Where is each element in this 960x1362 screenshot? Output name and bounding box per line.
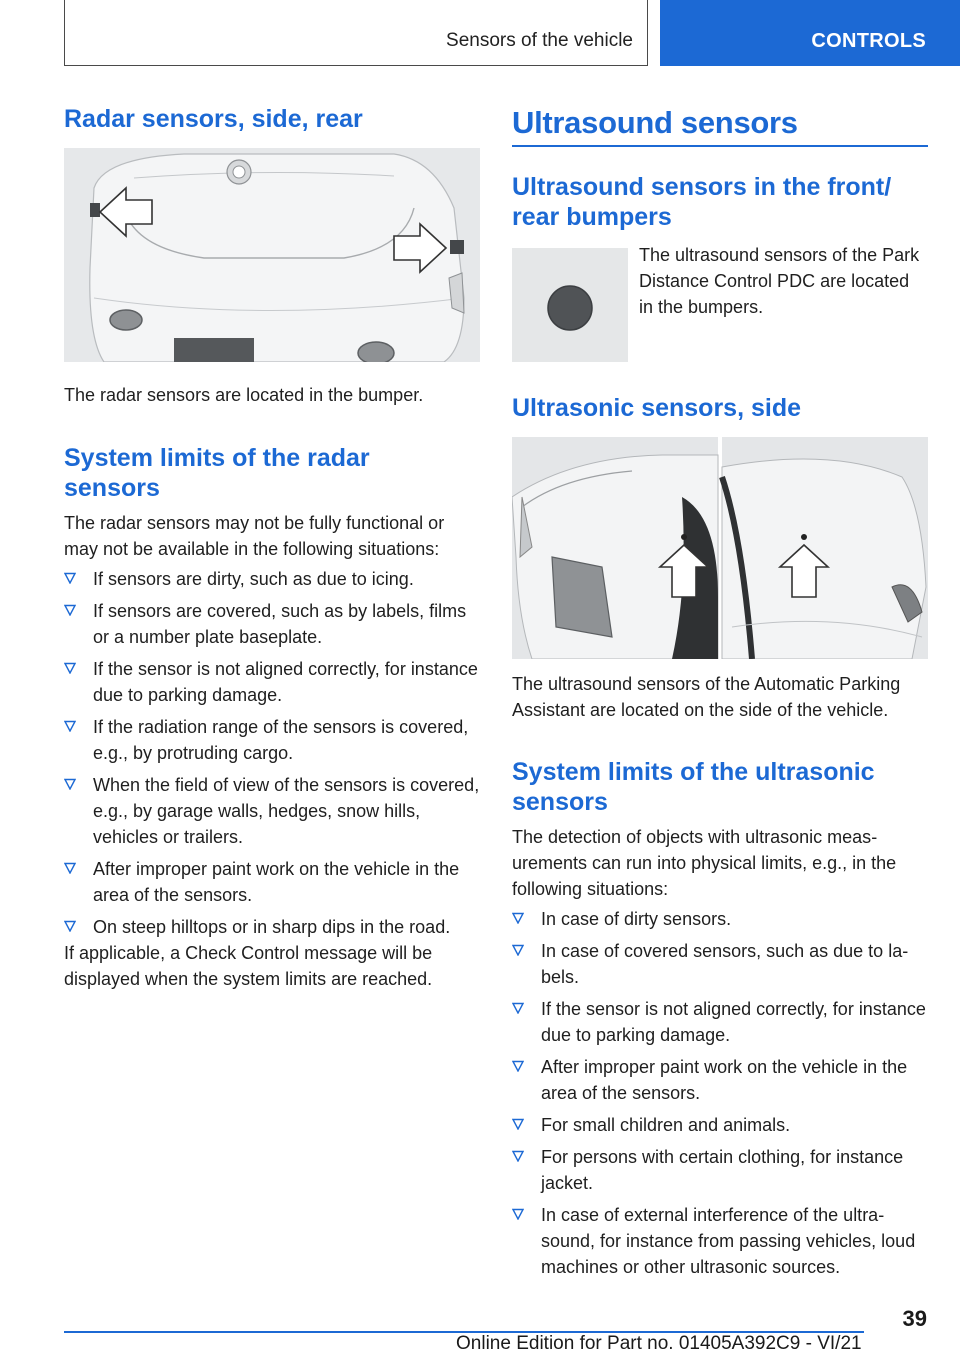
triangle-bullet-icon xyxy=(64,862,76,874)
triangle-bullet-icon xyxy=(64,920,76,932)
triangle-bullet-icon xyxy=(512,1150,524,1162)
radar-caption: The radar sensors are located in the bumper. xyxy=(64,385,424,405)
triangle-bullet-icon xyxy=(512,1208,524,1220)
ultrasound-sensors-title: Ultrasound sensors xyxy=(512,105,798,140)
ultrasonic-limits-list xyxy=(512,906,928,1286)
triangle-bullet-icon xyxy=(512,944,524,956)
list-item: If the radiation range of the sensors is covered, e.g., by protruding cargo. xyxy=(64,714,480,766)
list-item: After improper paint work on the vehicle in the area of the sensors. xyxy=(512,1054,928,1106)
triangle-bullet-icon xyxy=(64,720,76,732)
radar-limits-heading: System limits of the radar sensors xyxy=(64,444,370,502)
triangle-bullet-icon xyxy=(64,604,76,616)
radar-sensors-heading: Radar sensors, side, rear xyxy=(64,105,363,133)
side-sensors-illustration xyxy=(512,437,928,659)
list-item: For small children and animals. xyxy=(512,1112,928,1138)
rear-bumper-illustration xyxy=(64,148,480,362)
bumper-sensors-heading: Ultrasound sensors in the front/ rear bumpers xyxy=(512,173,892,231)
list-item: In case of covered sensors, such as due to labels. xyxy=(512,938,928,990)
pdc-sensor-illustration xyxy=(512,248,628,362)
header-section-box xyxy=(64,0,648,66)
triangle-bullet-icon xyxy=(512,912,524,924)
list-item: If sensors are dirty, such as due to icing. xyxy=(64,566,480,592)
list-item: In case of external interference of the ultrasound, for instance from passing vehicles, loud machines or other ultrasonic sources. xyxy=(512,1202,928,1280)
header-section-title: Sensors of the vehicle xyxy=(446,30,633,51)
radar-limits-intro: The radar sensors may not be fully functional or may not be available in the following situations: xyxy=(64,513,445,559)
radar-limits-outro: If applicable, a Check Control message will be displayed when the system limits are reached. xyxy=(64,943,433,989)
list-item: After improper paint work on the vehicle in the area of the sensors. xyxy=(64,856,480,908)
triangle-bullet-icon xyxy=(512,1118,524,1130)
list-item: On steep hilltops or in sharp dips in the road. xyxy=(64,914,480,940)
list-item: If the sensor is not aligned correctly, for instance due to parking damage. xyxy=(64,656,480,708)
side-sensors-heading: Ultrasonic sensors, side xyxy=(512,394,802,422)
page-number: 39 xyxy=(902,1306,927,1331)
triangle-bullet-icon xyxy=(512,1060,524,1072)
triangle-bullet-icon xyxy=(64,778,76,790)
list-item: If sensors are covered, such as by labels, films or a number plate baseplate. xyxy=(64,598,480,650)
list-item: When the field of view of the sensors is covered, e.g., by garage walls, hedges, snow hills, vehicles or trailers. xyxy=(64,772,480,850)
chapter-tab[interactable] xyxy=(660,0,960,66)
radar-limits-list xyxy=(64,566,480,946)
list-item: For persons with certain clothing, for instance jacket. xyxy=(512,1144,928,1196)
title-rule xyxy=(512,145,928,147)
footer-edition: Online Edition for Part no. 01405A392C9 - VI/21 xyxy=(456,1333,862,1354)
triangle-bullet-icon xyxy=(64,572,76,584)
side-sensors-caption: The ultrasound sensors of the Automatic Parking Assistant are located on the side of the vehicle. xyxy=(512,674,901,720)
list-item: If the sensor is not aligned correctly, for instance due to parking damage. xyxy=(512,996,928,1048)
triangle-bullet-icon xyxy=(512,1002,524,1014)
list-item: In case of dirty sensors. xyxy=(512,906,928,932)
chapter-tab-label: CONTROLS xyxy=(811,30,926,52)
ultrasonic-limits-heading: System limits of the ultrasonic sensors xyxy=(512,758,875,816)
triangle-bullet-icon xyxy=(64,662,76,674)
ultrasonic-limits-intro: The detection of objects with ultrasonic measurements can run into physical limits, e.g., in the following situations: xyxy=(512,827,897,899)
bumper-sensors-text: The ultrasound sensors of the Park Distance Control PDC are located in the bumpers. xyxy=(639,245,920,317)
